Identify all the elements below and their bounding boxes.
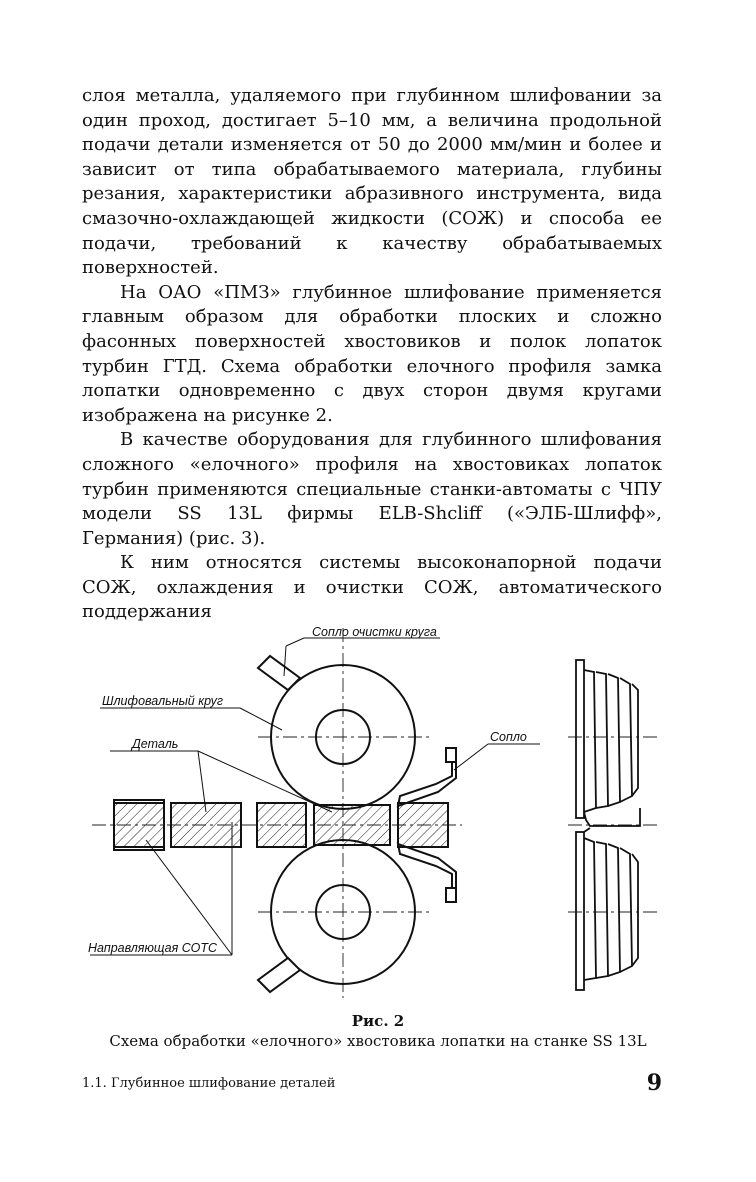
label-grinding-wheel: Шлифовальный круг [102, 694, 224, 708]
figure-caption-title: Рис. 2 [351, 1012, 405, 1030]
running-footer-section: 1.1. Глубинное шлифование деталей [82, 1076, 336, 1091]
coolant-nozzle-bottom [398, 844, 456, 902]
grinding-scheme-figure [82, 622, 672, 1002]
cleaning-nozzle-bottom [258, 958, 300, 992]
cleaning-nozzle-top [258, 656, 300, 690]
paragraph-3: В качестве оборудования для глубинного шлифования сложного «елочного» профиля на хвостовиках лопаток турбин применяются специальные станки-автоматы с ЧПУ модели SS 13L фирмы ELB-Shcliff («ЭЛБ-Шлифф», Германия) (рис. 3). [82, 429, 662, 549]
workpiece-blocks [114, 803, 448, 847]
paragraph-1: слоя металла, удаляемого при глубинном шлифовании за один проход, достигает 5–10 мм, а величина продольной подачи детали изменяется от 50 до 2000 мм/мин и более и зависит от типа обрабатываемого материала, глубины резания, характеристики абразивного инструмента, вида смазочно-охлаждающей жидкости (СОЖ) и способа ее подачи, требований к качеству обрабатываемых поверхностей. [82, 85, 662, 279]
label-nozzle-cleaning: Сопло очистки круга [312, 625, 437, 639]
label-guide: Направляющая СОТС [88, 941, 218, 955]
paragraph-4: К ним относятся системы высоконапорной подачи СОЖ, охлаждения и очистки СОЖ, автоматического поддержания [82, 552, 662, 623]
page-number: 9 [646, 1070, 662, 1096]
leader-lines [90, 638, 540, 955]
figure-caption-text: Схема обработки «елочного» хвостовика лопатки на станке SS 13L [109, 1032, 647, 1050]
body-text [82, 84, 662, 625]
label-part: Деталь [132, 737, 179, 751]
coolant-nozzle-top [398, 748, 456, 806]
paragraph-2: На ОАО «ПМЗ» глубинное шлифование применяется главным образом для обработки плоских и сложно фасонных поверхностей хвостовиков и полок лопаток турбин ГТД. Схема обработки елочного профиля замка лопатки одновременно с двух сторон двумя кругами изображена на рисунке 2. [82, 281, 662, 426]
label-nozzle: Сопло [490, 730, 527, 744]
